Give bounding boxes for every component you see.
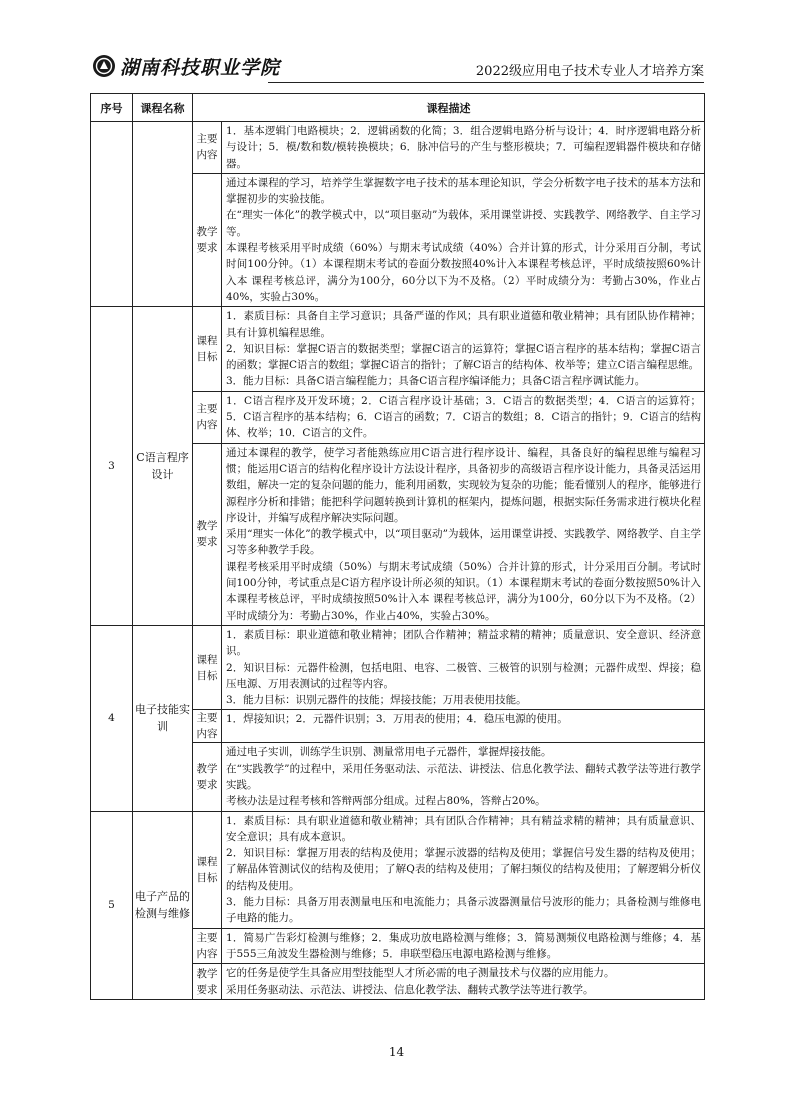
section-category: 课程目标 [193, 811, 222, 928]
col-header-course-name: 课程名称 [133, 94, 193, 122]
section-category: 课程目标 [193, 625, 222, 709]
table-row [91, 811, 705, 928]
description-paragraph: 本课程考核采用平时成绩（60%）与期末考试成绩（40%）合并计算的形式，计分采用百分制，考试时间100分钟。（1）本课程期末考试的卷面分数按照40%计入本课程考核总评，平时成绩按照60%计入本 课程考核总评，满分为100分，60分以下为不及格。（2）平时成绩分为：考勤占30%，作业占40%，实验占30%。 [226, 242, 701, 303]
table-body [91, 122, 705, 1000]
description-paragraph: 在“理实一体化”的教学模式中，以“项目驱动”为载体，采用课堂讲授、实践教学、网络教学、自主学习等。 [226, 209, 701, 238]
school-logo-text: 湖南科技职业学院 [120, 57, 281, 79]
section-description [222, 625, 705, 709]
description-paragraph: 2．知识目标：元器件检测，包括电阻、电容、二极管、三极管的识别与检测；元器件成型、焊接；稳压电源、万用表测试的过程等内容。 [226, 661, 701, 690]
course-table [90, 93, 705, 1000]
section-description [222, 307, 705, 391]
description-paragraph: 采用任务驱动法、示范法、讲授法、信息化教学法、翻转式教学法等进行教学。 [226, 983, 594, 996]
description-paragraph: 课程考核采用平时成绩（50%）与期末考试成绩（50%）合并计算的形式，计分采用百分制。考试时间100分钟，考试重点是C语方程序设计所必须的知识。（1）本课程期末考试的卷面分数按照50%计入本课程考核总评，平时成绩按照50%计入本 课程考核总评，满分为100分，60分以下为不及格。（2）平时成绩分为：考勤占30%，作业占40%，实验占30%。 [226, 560, 701, 622]
section-description [222, 928, 705, 964]
description-paragraph: 在“实践教学”的过程中，采用任务驱动法、示范法、讲授法、信息化教学法、翻转式教学法等进行教学实践。 [226, 762, 701, 791]
course-name: C语言程序设计 [133, 307, 193, 626]
description-paragraph: 3．能力目标：识别元器件的技能；焊接技能；万用表使用技能。 [226, 694, 527, 707]
course-number: 3 [91, 307, 133, 626]
section-category: 教学要求 [193, 443, 222, 625]
section-category: 主要内容 [193, 710, 222, 743]
description-paragraph: 1．C语言程序及开发环境；2．C语言程序设计基础；3．C语言的数据类型；4．C语言的运算符；5．C语言程序的基本结构；6．C语言的函数；7．C语言的数组；8．C语言的指针；9．C语言的结构体、枚举；10．C语言的文件。 [226, 394, 701, 440]
section-category: 主要内容 [193, 391, 222, 443]
description-paragraph: 1．素质目标：具备自主学习意识；具备严谨的作风；具有职业道德和敬业精神；具有团队协作精神；具有计算机编程思维。 [226, 310, 701, 339]
section-description [222, 811, 705, 928]
section-category: 教学要求 [193, 964, 222, 1000]
course-number: 4 [91, 625, 133, 811]
section-description [222, 964, 705, 1000]
description-paragraph: 1．素质目标：职业道德和敬业精神；团队合作精神；精益求精的精神；质量意识、安全意识、经济意识。 [226, 628, 701, 658]
school-seal-icon [92, 54, 116, 78]
section-category: 主要内容 [193, 928, 222, 964]
section-description [222, 443, 705, 625]
section-category: 教学要求 [193, 743, 222, 811]
description-paragraph: 1．基本逻辑门电路模块；2．逻辑函数的化简；3．组合逻辑电路分析与设计；4．时序逻辑电路分析与设计；5．模/数和数/模转换模块；6．脉冲信号的产生与整形模块；7．可编程逻辑器件模块和存储器。 [226, 125, 701, 170]
col-header-number: 序号 [91, 94, 133, 122]
description-paragraph: 通过本课程的教学，使学习者能熟练应用C语言进行程序设计、编程，具备良好的编程思维与编程习惯；能运用C语言的结构化程序设计方法设计程序，具备初步的高级语言程序设计能力，具备灵活运用数组，解决一定的复杂问题的能力，能利用函数，实现较为复杂的功能；能看懂别人的程序，能够进行源程序分析和排错；能把科学问题转换到计算机的框架内，提炼问题，根据实际任务需求进行模块化程序设计，并编写成程序解决实际问题。 [226, 446, 701, 524]
description-paragraph: 2．知识目标：掌握万用表的结构及使用；掌握示波器的结构及使用；掌握信号发生器的结构及使用；了解晶体管测试仪的结构及使用；了解Q表的结构及使用；了解扫频仪的结构及使用；了解逻辑分析仪的结构及使用。 [226, 847, 701, 892]
description-paragraph: 1．焊接知识；2．元器件识别；3．万用表的使用；4．稳压电源的使用。 [226, 713, 568, 726]
page-header [92, 50, 704, 90]
description-paragraph: 通过本课程的学习，培养学生掌握数字电子技术的基本理论知识，学会分析数字电子技术的基本方法和掌握初步的实验技能。 [226, 176, 701, 206]
course-name: 电子技能实训 [133, 625, 193, 811]
description-paragraph: 它的任务是使学生具备应用型技能型人才所必需的电子测量技术与仪器的应用能力。 [226, 967, 615, 980]
description-paragraph: 通过电子实训，训练学生识别、测量常用电子元器件，掌握焊接技能。 [226, 746, 552, 759]
description-paragraph: 考核办法是过程考核和答辩两部分组成。过程占80%，答辩占20%。 [226, 795, 546, 808]
description-paragraph: 3．能力目标：具备C语言编程能力；具备C语言程序编译能力；具备C语言程序调试能力。 [226, 375, 646, 388]
section-description [222, 173, 705, 306]
page-number: 14 [388, 1045, 405, 1059]
col-header-description: 课程描述 [193, 94, 705, 122]
section-description [222, 710, 705, 743]
table-row [91, 307, 705, 391]
section-description [222, 391, 705, 443]
course-table-container [90, 93, 704, 1000]
description-paragraph: 1．素质目标：具有职业道德和敬业精神；具有团队合作精神；具有精益求精的精神；具有质量意识、安全意识；具有成本意识。 [226, 814, 701, 843]
table-row [91, 625, 705, 709]
course-name: 电子产品的检测与维修 [133, 811, 193, 999]
section-description [222, 743, 705, 811]
table-row [91, 122, 705, 174]
section-category: 课程目标 [193, 307, 222, 391]
section-category: 教学要求 [193, 173, 222, 306]
section-category: 主要内容 [193, 122, 222, 174]
description-paragraph: 1．简易广告彩灯检测与维修；2．集成功放电路检测与维修；3．简易测频仪电路检测与维修；4．基于555三角波发生器检测与维修；5．串联型稳压电源电路检测与维修。 [226, 931, 701, 960]
header-divider [268, 82, 704, 83]
section-description [222, 122, 705, 174]
course-name [133, 122, 193, 307]
table-header-row [91, 94, 705, 122]
description-paragraph: 2．知识目标：掌握C语言的数据类型；掌握C语言的运算符；掌握C语言程序的基本结构；掌握C语言的函数；掌握C语言的数组；掌握C语言的指针；了解C语言的结构体、枚举等；建立C语言编程思维。 [226, 342, 701, 372]
course-number [91, 122, 133, 307]
description-paragraph: 3．能力目标：具备万用表测量电压和电流能力；具备示波器测量信号波形的能力；具备检测与维修电子电路的能力。 [226, 896, 701, 925]
document-title: 2022级应用电子技术专业人才培养方案 [475, 64, 704, 79]
course-number: 5 [91, 811, 133, 999]
description-paragraph: 采用“理实一体化”的教学模式中，以“项目驱动”为载体，运用课堂讲授、实践教学、网络教学、自主学习等多种教学手段。 [226, 528, 701, 557]
